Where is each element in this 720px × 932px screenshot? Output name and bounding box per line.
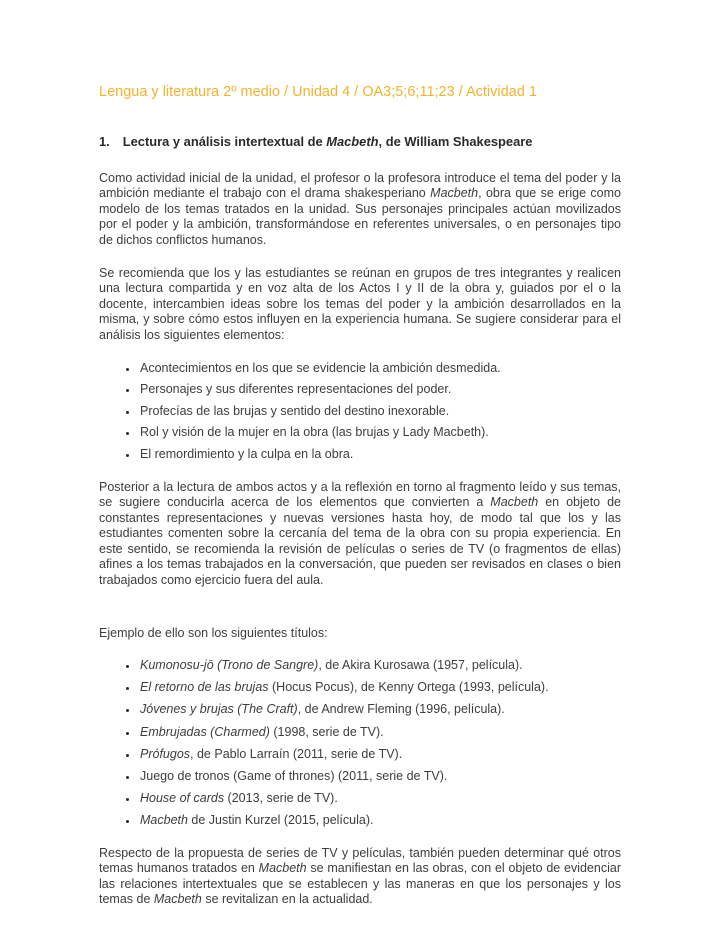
list-item: • Acontecimientos en los que se evidencie la ambición desmedida. [138, 361, 621, 377]
list-item: • Prófugos, de Pablo Larraín (2011, serie de TV). [138, 747, 621, 763]
list-item: • Personajes y sus diferentes representaciones del poder. [138, 382, 621, 398]
examples-intro: Ejemplo de ello son los siguientes títulos: [99, 625, 328, 640]
activity-title: Lectura y análisis intertextual de Macbeth, de William Shakespeare [122, 134, 533, 149]
intro-paragraph: Como actividad inicial de la unidad, el profesor o la profesora introduce el tema del poder y la ambición mediante el trabajo con el drama shakesperiano Macbeth, obra que se erige como modelo de los temas tratados en la unidad. Sus personajes principales actúan movilizados por el poder y la ambición, transformándose en referentes universales, o en personajes tipo de dichos conflictos humanos. [99, 170, 621, 247]
post-reading-paragraph: Posterior a la lectura de ambos actos y a la reflexión en torno al fragmento leído y sus temas, se sugiere conducirla acerca de los elementos que convierten a Macbeth en objeto de constantes representaciones y nuevas versiones hasta hoy, de modo tal que los y las estudiantes comenten sobre la cercanía del tema de la obra con su propia experiencia. En este sentido, se recomienda la revisión de películas o series de TV (o fragmentos de ellas) afines a los temas trabajados en la conversación, que pueden ser revisados en clases o bien trabajados como ejercicio fuera del aula. [99, 479, 621, 588]
reading-instructions-paragraph: Se recomienda que los y las estudiantes se reúnan en grupos de tres integrantes y realicen una lectura compartida y en voz alta de los Actos I y II de la obra y, guiados por el o la docente, intercambien ideas sobre los temas del poder y la ambición desarrollados en la misma, y sobre cómo estos influyen en la experiencia humana. Se sugiere considerar para el análisis los siguientes elementos: [99, 265, 621, 342]
list-item: • El remordimiento y la culpa en la obra. [138, 447, 621, 463]
analysis-elements-list [99, 361, 621, 463]
activity-heading [99, 134, 621, 150]
list-item: • El retorno de las brujas (Hocus Pocus), de Kenny Ortega (1993, película). [138, 680, 621, 696]
list-item: • Profecías de las brujas y sentido del destino inexorable. [138, 404, 621, 420]
list-item: • Macbeth de Justin Kurzel (2015, película). [138, 813, 621, 829]
list-item: • Kumonosu-jō (Trono de Sangre), de Akira Kurosawa (1957, película). [138, 658, 621, 674]
list-item: • Jóvenes y brujas (The Craft), de Andrew Fleming (1996, película). [138, 702, 621, 718]
closing-paragraph: Respecto de la propuesta de series de TV y películas, también pueden determinar qué otros temas humanos tratados en Macbeth se manifiestan en las obras, con el objeto de evidenciar las relaciones intertextuales que se establecen y las maneras en que los personajes y los temas de Macbeth se revitalizan en la actualidad. [99, 845, 621, 907]
breadcrumb: Lengua y literatura 2º medio / Unidad 4 / OA3;5;6;11;23 / Actividad 1 [99, 84, 537, 100]
list-item: • House of cards (2013, serie de TV). [138, 791, 621, 807]
example-titles-list [99, 658, 621, 828]
list-item: • Rol y visión de la mujer en la obra (las brujas y Lady Macbeth). [138, 425, 621, 441]
list-item: • Embrujadas (Charmed) (1998, serie de TV). [138, 725, 621, 741]
list-item: • Juego de tronos (Game of thrones) (2011, serie de TV). [138, 769, 621, 785]
activity-number: 1. [99, 134, 110, 149]
